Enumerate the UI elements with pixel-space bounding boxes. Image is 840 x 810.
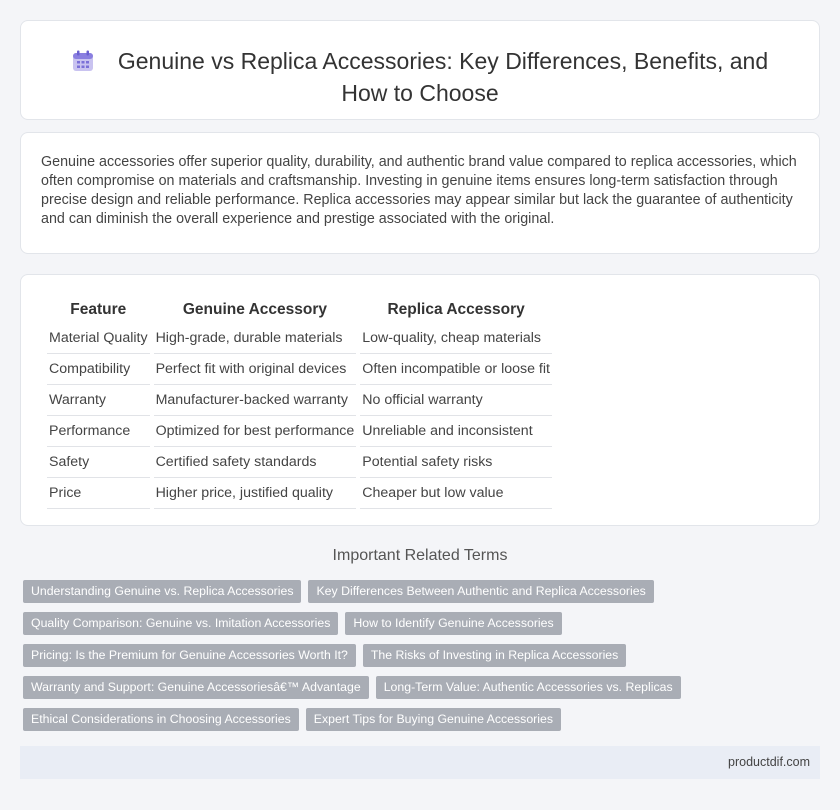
table-row xyxy=(47,447,552,478)
table-row xyxy=(47,416,552,447)
page-title xyxy=(61,45,779,109)
table-cell: Manufacturer-backed warranty xyxy=(154,385,357,416)
related-term-link[interactable]: Key Differences Between Authentic and Replica Accessories xyxy=(308,580,653,603)
table-cell: Unreliable and inconsistent xyxy=(360,416,552,447)
table-cell: Compatibility xyxy=(47,354,150,385)
table-cell: Low-quality, cheap materials xyxy=(360,323,552,354)
table-cell: Warranty xyxy=(47,385,150,416)
table-cell: Certified safety standards xyxy=(154,447,357,478)
related-term-link[interactable]: Warranty and Support: Genuine Accessoriesâ€™ Advantage xyxy=(23,676,369,699)
related-term-link[interactable]: How to Identify Genuine Accessories xyxy=(345,612,561,635)
table-cell: Performance xyxy=(47,416,150,447)
comparison-table xyxy=(43,295,556,509)
table-cell: Safety xyxy=(47,447,150,478)
related-terms xyxy=(23,580,823,740)
related-term-link[interactable]: Pricing: Is the Premium for Genuine Accessories Worth It? xyxy=(23,644,356,667)
table-cell: Material Quality xyxy=(47,323,150,354)
header-card xyxy=(20,20,820,120)
table-cell: Potential safety risks xyxy=(360,447,552,478)
table-cell: Optimized for best performance xyxy=(154,416,357,447)
page-title-text: Genuine vs Replica Accessories: Key Differences, Benefits, and How to Choose xyxy=(117,48,769,106)
table-cell: High-grade, durable materials xyxy=(154,323,357,354)
table-cell: Cheaper but low value xyxy=(360,478,552,509)
column-header: Genuine Accessory xyxy=(182,301,327,318)
footer-site: productdif.com xyxy=(728,755,810,769)
comparison-table-card xyxy=(20,274,820,526)
table-row xyxy=(47,354,552,385)
intro-card xyxy=(20,132,820,254)
table-cell: Higher price, justified quality xyxy=(154,478,357,509)
related-term-link[interactable]: Ethical Considerations in Choosing Accessories xyxy=(23,708,299,731)
table-cell: Price xyxy=(47,478,150,509)
related-term-link[interactable]: Quality Comparison: Genuine vs. Imitation Accessories xyxy=(23,612,338,635)
related-term-link[interactable]: Expert Tips for Buying Genuine Accessories xyxy=(306,708,561,731)
related-term-link[interactable]: Understanding Genuine vs. Replica Accessories xyxy=(23,580,301,603)
table-cell: Perfect fit with original devices xyxy=(154,354,357,385)
footer xyxy=(20,746,820,779)
table-row xyxy=(47,323,552,354)
table-row xyxy=(47,385,552,416)
table-cell: No official warranty xyxy=(360,385,552,416)
table-cell: Often incompatible or loose fit xyxy=(360,354,552,385)
related-term-link[interactable]: The Risks of Investing in Replica Accessories xyxy=(363,644,626,667)
table-header-row xyxy=(47,295,552,323)
related-terms-title: Important Related Terms xyxy=(332,547,508,564)
table-row xyxy=(47,478,552,509)
column-header: Replica Accessory xyxy=(387,301,525,318)
calendar-icon xyxy=(72,48,94,70)
column-header: Feature xyxy=(70,301,127,318)
intro-text: Genuine accessories offer superior quality, durability, and authentic brand value compared to replica accessories, which often compromise on materials and craftsmanship. Investing in genuine items ensures long-term satisfaction through precise design and reliable performance. Replica accessories may appear similar but lack the guarantee of authenticity and can diminish the overall experience and prestige associated with the original. xyxy=(41,154,797,227)
related-term-link[interactable]: Long-Term Value: Authentic Accessories vs. Replicas xyxy=(376,676,681,699)
